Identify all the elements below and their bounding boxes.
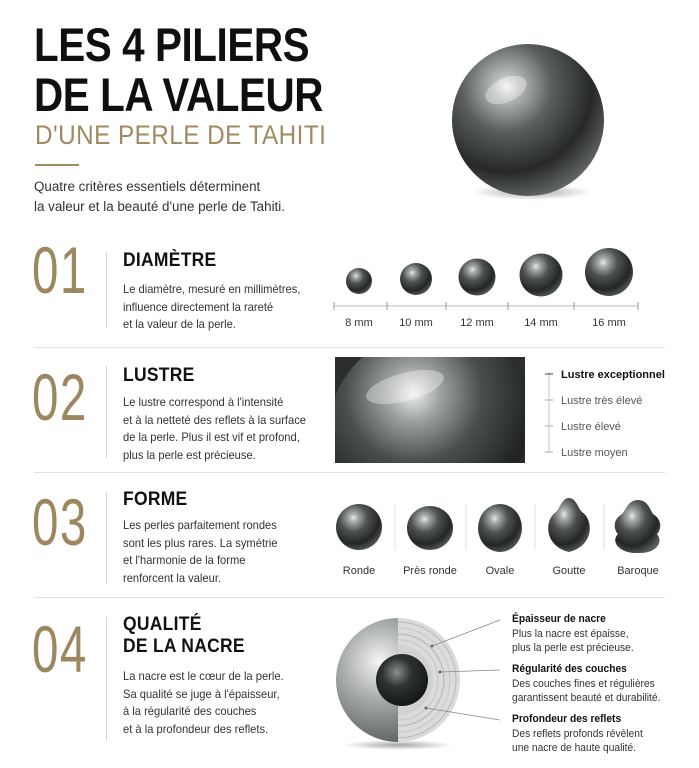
shape-label: Ovale	[485, 565, 515, 577]
callout-dot	[431, 645, 434, 648]
hero-pearl-image	[448, 42, 608, 202]
callout-title: Régularité des couches	[512, 663, 627, 675]
pearl-shape-ovale	[478, 504, 522, 552]
desc-line: Les perles parfaitement rondes	[123, 518, 277, 532]
callout-epaisseur	[512, 612, 634, 656]
pearl-shape-pres-ronde	[407, 506, 453, 550]
pearl-12mm	[459, 259, 496, 296]
diameter-scale-graphic	[332, 244, 652, 336]
section-03-description	[123, 517, 323, 587]
callout-profondeur	[512, 712, 643, 756]
section-number-03: 03	[32, 485, 88, 559]
intro-line-2: la valeur et la beauté d'une perle de Tahiti.	[34, 199, 285, 214]
title-divider	[35, 164, 79, 166]
lustre-level-label: Lustre élevé	[561, 421, 621, 433]
size-label: 16 mm	[592, 317, 626, 329]
section-number-02: 02	[32, 360, 88, 434]
callout-text: Des couches fines et régulières	[512, 677, 655, 690]
section-title-qualite-nacre	[123, 614, 245, 658]
section-divider	[34, 597, 665, 598]
desc-line: Le diamètre, mesuré en millimètres,	[123, 282, 301, 296]
title-line-2: DE LA VALEUR	[34, 68, 324, 121]
pearl-shape-baroque	[615, 500, 661, 553]
lustre-closeup-image	[335, 357, 525, 463]
callout-text: une nacre de haute qualité.	[512, 742, 636, 754]
callout-text: plus la perle est précieuse.	[512, 642, 634, 654]
section-01-description	[123, 281, 323, 334]
title-line-1: LES 4 PILIERS	[34, 18, 310, 71]
callout-dot	[439, 671, 442, 674]
size-label: 14 mm	[524, 317, 558, 329]
section-02-vline	[106, 366, 107, 458]
shape-label: Goutte	[552, 565, 586, 577]
desc-line: sont les plus rares. La symétrie	[123, 535, 278, 550]
section-title-lustre: LUSTRE	[123, 365, 195, 386]
shape-label: Ronde	[342, 565, 376, 577]
pearl-shape-goutte	[548, 498, 590, 552]
title-line: DE LA NACRE	[123, 636, 245, 657]
desc-line: Le lustre correspond à l'intensité	[123, 395, 284, 409]
desc-line: de la perle. Plus il est vif et profond,	[123, 430, 300, 445]
callout-title: Épaisseur de nacre	[512, 613, 606, 625]
section-04-description	[123, 668, 323, 738]
size-label: 12 mm	[460, 317, 494, 329]
section-03-vline	[106, 492, 107, 584]
section-title-forme: FORME	[123, 489, 188, 510]
section-number-04: 04	[32, 612, 88, 686]
desc-line: plus la perle est précieuse.	[123, 447, 256, 462]
page-title	[34, 20, 323, 120]
size-label: 10 mm	[399, 317, 433, 329]
desc-line: et la valeur de la perle.	[123, 317, 236, 332]
intro-text	[34, 177, 334, 217]
section-number-01: 01	[32, 233, 88, 307]
desc-line: Sa qualité se juge à l'épaisseur,	[123, 686, 280, 701]
callout-regularite	[512, 662, 660, 706]
callout-title: Profondeur des reflets	[512, 713, 622, 725]
callout-text: Des reflets profonds révèlent	[512, 727, 643, 740]
desc-line: et à la profondeur des reflets.	[123, 721, 269, 736]
title-line: QUALITÉ	[123, 614, 202, 635]
page-subtitle: D'UNE PERLE DE TAHITI	[35, 120, 327, 150]
desc-line: renforcent la valeur.	[123, 570, 222, 585]
lustre-level-label: Lustre très élevé	[561, 395, 643, 407]
pearl-8mm	[346, 268, 372, 294]
pearl-shape-ronde	[336, 504, 382, 550]
section-divider	[34, 472, 665, 473]
callout-dot	[425, 707, 428, 710]
nacre-cross-section-graphic	[330, 612, 520, 752]
desc-line: influence directement la rareté	[123, 299, 274, 314]
section-04-vline	[106, 617, 107, 741]
lustre-level-label: Lustre moyen	[561, 447, 628, 459]
pearl-10mm	[400, 263, 432, 295]
section-02-description	[123, 394, 337, 464]
desc-line: et l'harmonie de la forme	[123, 553, 246, 568]
lustre-level-label: Lustre exceptionnel	[561, 369, 665, 381]
intro-line-1: Quatre critères essentiels déterminent	[34, 179, 261, 194]
section-divider	[34, 347, 665, 348]
desc-line: et à la netteté des reflets à la surface	[123, 412, 307, 427]
callout-line	[432, 620, 500, 646]
desc-line: à la régularité des couches	[123, 704, 257, 719]
section-title-diametre: DIAMÈTRE	[123, 250, 217, 271]
pearl-14mm	[520, 254, 563, 297]
pearl-16mm	[585, 248, 633, 296]
desc-line: La nacre est le cœur de la perle.	[123, 669, 284, 683]
callout-text: garantissent beauté et durabilité.	[512, 692, 661, 704]
shape-types-graphic	[330, 490, 670, 586]
callout-text: Plus la nacre est épaisse,	[512, 627, 629, 640]
section-01-vline	[106, 252, 107, 328]
lustre-scale	[540, 364, 690, 464]
size-label: 8 mm	[345, 317, 373, 329]
nacre-core	[376, 654, 428, 706]
shape-label: Près ronde	[403, 565, 457, 577]
shape-label: Baroque	[617, 565, 659, 577]
